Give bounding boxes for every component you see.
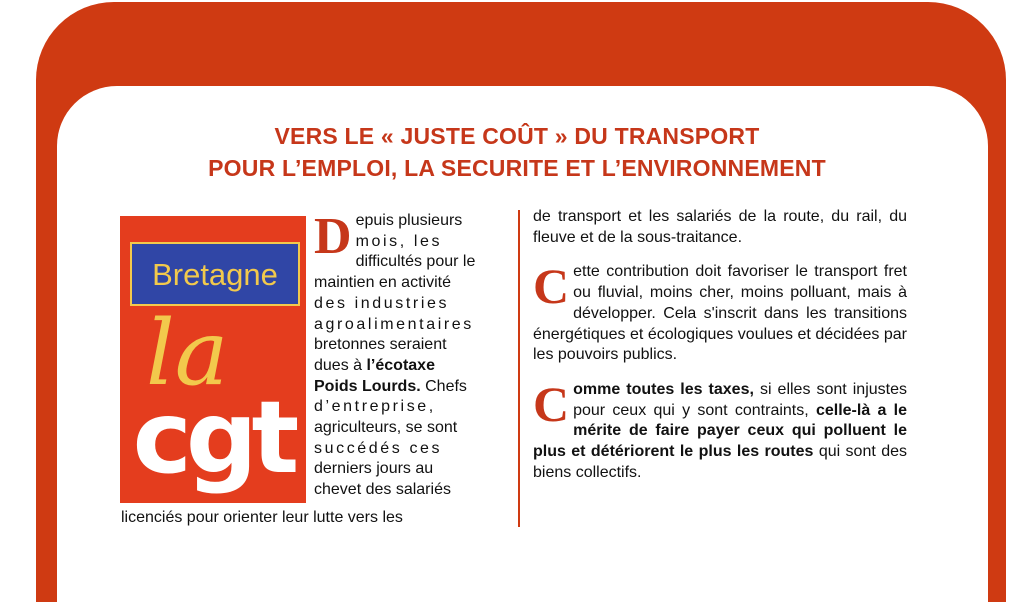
title-line-2: POUR L’EMPLOI, LA SECURITE ET L’ENVIRONNEMENT	[208, 155, 826, 181]
paragraph-3: Comme toutes les taxes, si elles sont injustes pour ceux qui y sont contraints, celle-là a le mérite de faire payer ceux qui polluent le plus et détériorent le plus les routes qui sont des biens collectifs.	[533, 375, 908, 481]
paragraph-1: de transport et les salariés de la route, du rail, du fleuve et de la sous-traitance.	[533, 208, 907, 246]
right-column-text	[533, 207, 907, 497]
cgt-bretagne-logo	[120, 216, 306, 503]
logo-region-text: Bretagne	[152, 257, 278, 292]
drop-cap-c-1: C	[533, 258, 570, 315]
logo-cgt-text: cgt	[132, 379, 294, 496]
svg-text:la: la	[146, 301, 229, 406]
paragraph-2: Cette contribution doit favoriser le transport fret ou fluvial, moins cher, moins polluant, mais à développer. Cela s'inscrit dans les transitions énergétiques et écologiques voulues et décidées par les pouvoirs publics.	[533, 258, 907, 364]
left-column-text: Depuis plusieurs mois, les difficultés pour le maintien en activité des industries agroalimentaires bretonnes seraient dues à l’écotaxe Poids Lourds. Chefs d’entreprise, agriculteurs, se sont succédés ces derniers jours au chevet des salariés	[314, 208, 476, 499]
column-divider	[518, 210, 520, 527]
drop-cap-d: D	[314, 208, 352, 265]
drop-cap-c-2: C	[533, 375, 570, 432]
left-column-continuation: licenciés pour orienter leur lutte vers les	[121, 509, 403, 526]
title-line-1: VERS LE « JUSTE COÛT » DU TRANSPORT	[274, 123, 760, 149]
